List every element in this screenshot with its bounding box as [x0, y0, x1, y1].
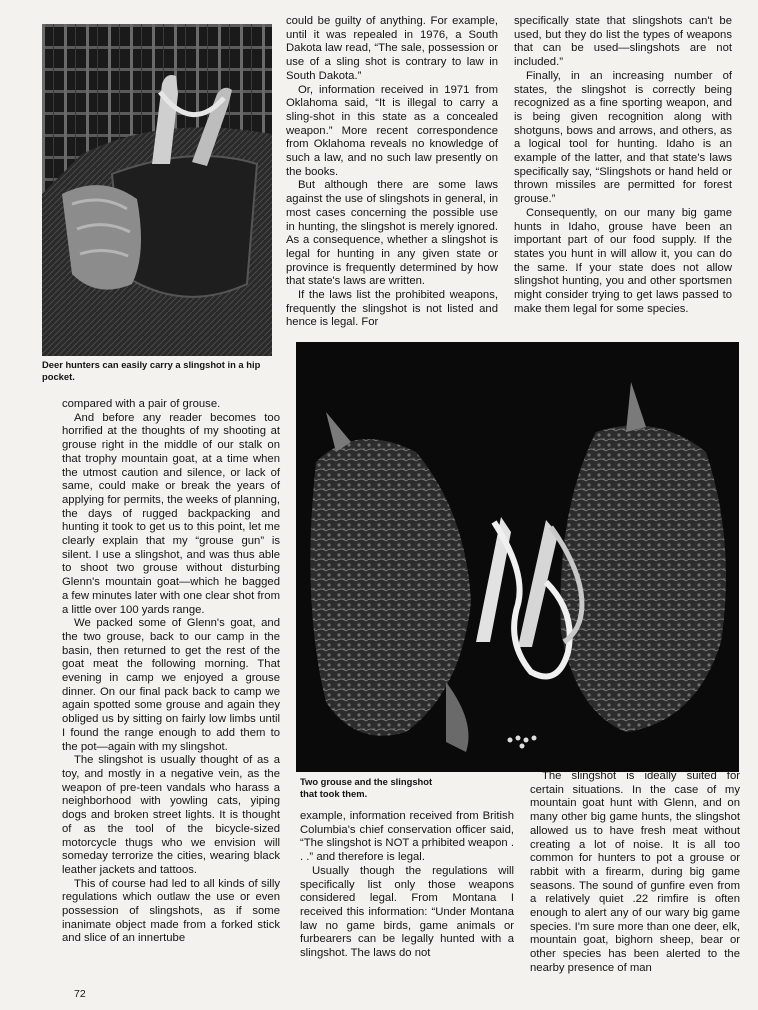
column-left	[62, 398, 280, 946]
paragraph: could be guilty of anything. For example, until it was repealed in 1976, a South Dakota law read, “The sale, possession or use of a sling shot is contrary to law in South Dakota.”	[286, 15, 498, 82]
grouse-slingshot-image	[296, 342, 739, 772]
photo-caption-hip-pocket: Deer hunters can easily carry a slingshot in a hip pocket.	[42, 359, 261, 382]
paragraph: If the laws list the prohibited weapons, frequently the slingshot is not listed and hence is legal. For	[286, 289, 498, 329]
page-number: 72	[74, 988, 86, 1000]
pocket-slingshot-image	[42, 24, 272, 356]
photo-slingshot-hip-pocket	[42, 24, 272, 356]
paragraph: Or, information received in 1971 from Oklahoma said, “It is illegal to carry a sling-shot in this state as a concealed weapon.” More recent correspondence from Oklahoma reveals no knowledge of such a law, and no such law presently on the books.	[286, 83, 498, 178]
paragraph: example, information received from British Columbia's chief conservation officer said, “The slingshot is NOT a prhibited weapon . . .” and therefore is legal.	[300, 810, 514, 864]
paragraph: But although there are some laws against the use of slingshots in general, in most cases concerning the possible use in hunting, the slingshot is merely ignored. As a consequence, whether a slingshot is legal for hunting in any given state or province is frequently determined by how that state's laws are written.	[286, 179, 498, 288]
photo-caption-grouse: Two grouse and the slingshot that took them.	[300, 776, 433, 799]
paragraph: Usually though the regulations will specifically list only those weapons considered legal. From Montana I received this information: “Under Montana law no game birds, game animals or furbearers can be legally hunted with a slingshot. The laws do not	[300, 864, 514, 960]
paragraph: compared with a pair of grouse.	[62, 398, 221, 410]
column-bottom-middle	[300, 810, 514, 961]
paragraph: And before any reader becomes too horrified at the thoughts of my shooting at grouse right in the middle of our stalk on that trophy mountain goat, at a time when the utmost caution and silence, or lack of same, could make or break the years of applying for permits, the weeks of planning, the days of rugged backpacking and hunting it took to get us to this point, let me clearly explain that my “grouse gun” is silent. I use a slingshot, and was thus able to shoot two grouse without disturbing Glenn's mountain goat—which he bagged a few minutes later with one clear shot from a little over 100 yards range.	[62, 411, 280, 616]
paragraph: specifically state that slingshots can't be used, but they do list the types of weapons that can be used—slingshots are not included.”	[514, 15, 732, 69]
column-bottom-right	[530, 770, 740, 976]
paragraph: The slingshot is usually thought of as a toy, and mostly in a negative vein, as the weapon of pre-teen vandals who harass a neighborhood with yowling cats, yiping dogs and broken street lights. It is thought of as the tool of the bicycle-sized motorcycle thugs who we envision will someday terrorize the cities, wearing black leather jackets and tattoos.	[62, 754, 280, 876]
photo-grouse-slingshot	[296, 342, 739, 772]
paragraph: We packed some of Glenn's goat, and the two grouse, back to our camp in the basin, then returned to get the rest of the goat meat the following morning. That evening in camp we enjoyed a grouse dinner. On our final pack back to camp we again spotted some grouse and again they obliged us by sitting on fairly low limbs until I found the range enough to add them to the pot—again with my slingshot.	[62, 617, 280, 753]
column-top-right	[514, 15, 732, 316]
paragraph: This of course had led to all kinds of silly regulations which outlaw the use or even possession of slingshots, as if some inanimate object made from a forked stick and slice of an innertube	[62, 877, 280, 945]
paragraph: Finally, in an increasing number of states, the slingshot is correctly being recognized as a fine sporting weapon, and is being given recognition along with shotguns, bows and arrows, and others, as a logical tool for hunting. Idaho is an example of the latter, and that state's laws specifically say, “Slingshots or hand held or thrown missiles are permitted for forest grouse.”	[514, 69, 732, 206]
paragraph: Consequently, on our many big game hunts in Idaho, grouse have been an important part of our food supply. If the states you hunt in will allow it, you can do the same. If your state does not allow slingshot hunting, you and other sportsmen might consider trying to get laws passed to make them legal for some species.	[514, 206, 732, 315]
column-top-middle	[286, 15, 498, 330]
paragraph: The slingshot is ideally suited for certain situations. In the case of my mountain goat hunt with Glenn, and on many other big game hunts, the slingshot allowed us to have fresh meat without creating a lot of noise. It is all too common for hunters to pot a grouse or rabbit with a firearm, during big game seasons. The sound of gunfire even from a relatively quiet .22 rimfire is often enough to alert any of our wary big game species. I'm sure more than one deer, elk, mountain goat, bighorn sheep, bear or other species has been alerted to the nearby presence of man	[530, 770, 740, 974]
